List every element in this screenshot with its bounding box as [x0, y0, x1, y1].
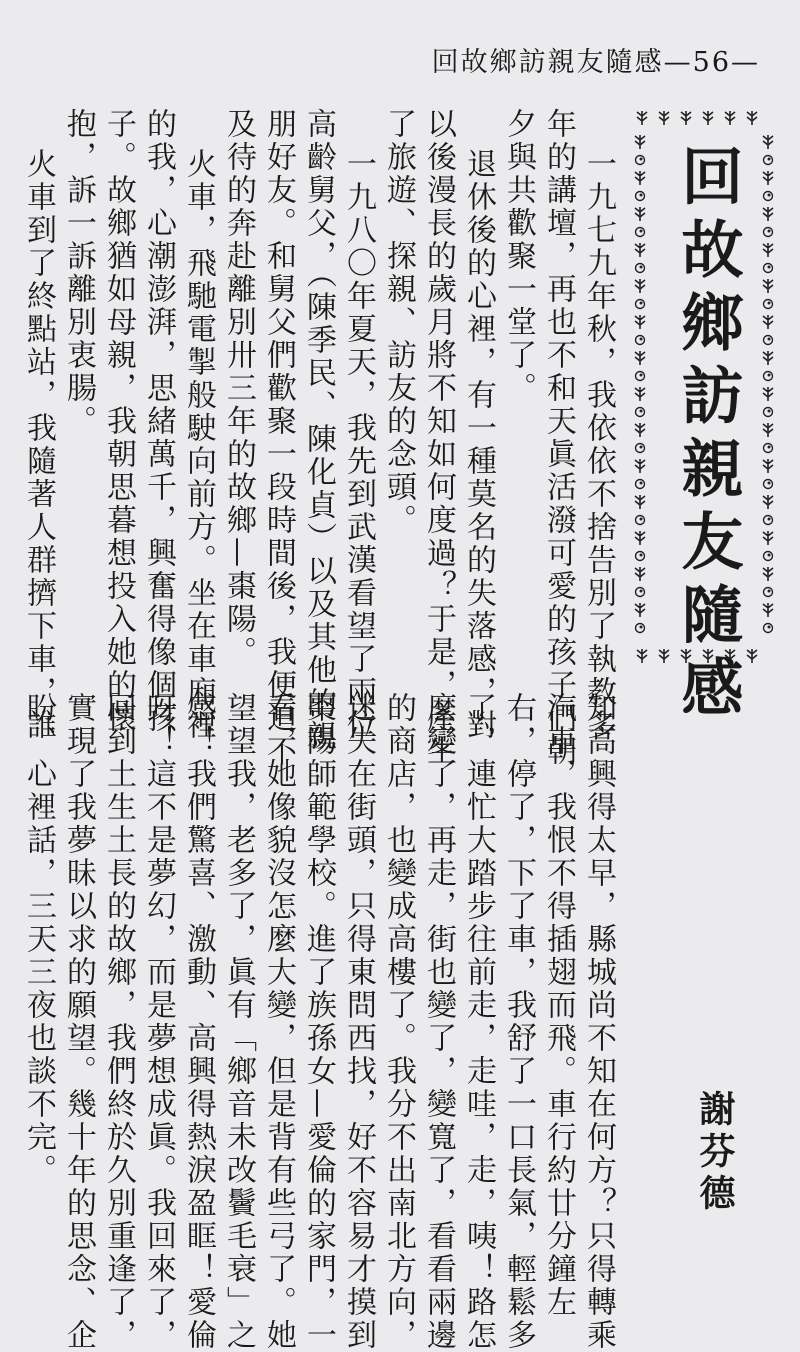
swirl-ornament-dot: [768, 158, 771, 161]
swirl-ornament-dot: [640, 158, 643, 161]
sprig-ornament: [635, 567, 645, 581]
lower-column-4: 了，連忙大踏步往前走，走哇，走，咦！路怎: [461, 692, 496, 1352]
swirl-ornament-dot: [640, 446, 643, 449]
sprig-ornament: [635, 171, 645, 185]
running-title: 回故鄉訪親友隨感: [431, 47, 664, 78]
sprig-ornament: [763, 423, 773, 437]
lower-column-10: 望望我，老多了，眞有「鄉音未改鬢毛衰」之: [221, 692, 256, 1352]
swirl-ornament-dot: [640, 338, 643, 341]
swirl-ornament-dot: [768, 626, 771, 629]
sprig-ornament: [635, 387, 645, 401]
lower-column-1: 知高興得太早，縣城尚不知在何方？只得轉乘: [581, 692, 616, 1352]
author-name: 謝芬德: [694, 1090, 736, 1216]
lower-column-11: 感！我們驚喜、激動、高興得熱淚盈眶！愛倫: [181, 692, 216, 1352]
swirl-ornament-dot: [768, 482, 771, 485]
upper-column-12: 的我，心潮澎湃，思緒萬千，興奮得像個孩: [141, 108, 176, 735]
sprig-ornament: [635, 243, 645, 257]
swirl-ornament-dot: [768, 554, 771, 557]
sprig-ornament: [763, 351, 773, 365]
sprig-ornament: [635, 531, 645, 545]
swirl-ornament-dot: [768, 374, 771, 377]
swirl-ornament-dot: [640, 230, 643, 233]
swirl-ornament-dot: [640, 194, 643, 197]
upper-column-3: 夕與共歡聚一堂了。: [501, 108, 536, 405]
lower-column-7: 迷失在街頭，只得東問西找，好不容易才摸到: [341, 692, 376, 1352]
lower-column-6: 的商店，也變成高樓了。我分不出南北方向，: [381, 692, 416, 1352]
sprig-ornament: [635, 315, 645, 329]
sprig-ornament: [635, 135, 645, 149]
sprig-ornament: [637, 649, 647, 663]
sprig-ornament: [635, 459, 645, 473]
lower-column-13: 回到土生土長的故鄉，我們終於久別重逢了，: [101, 692, 136, 1352]
swirl-ornament-dot: [768, 302, 771, 305]
lower-column-5: 麼變了，再走，街也變了，變寬了，看看兩邊: [421, 692, 456, 1352]
swirl-ornament-dot: [640, 266, 643, 269]
swirl-ornament-dot: [768, 194, 771, 197]
swirl-ornament-dot: [640, 410, 643, 413]
lower-column-9: 看，她像貌沒怎麼大變，但是背有些弓了。她: [261, 692, 296, 1352]
sprig-ornament: [725, 111, 735, 125]
lower-column-8: 棗陽師範學校。進了族孫女—愛倫的家門，一: [301, 692, 336, 1352]
sprig-ornament: [763, 171, 773, 185]
swirl-ornament-dot: [768, 338, 771, 341]
sprig-ornament: [763, 603, 773, 617]
swirl-ornament-dot: [768, 446, 771, 449]
upper-column-2: 年的講壇，再也不和天眞活潑可愛的孩子們朝: [541, 108, 576, 768]
sprig-ornament: [703, 111, 713, 125]
sprig-ornament: [659, 111, 669, 125]
sprig-ornament: [763, 279, 773, 293]
sprig-ornament: [763, 459, 773, 473]
sprig-ornament: [747, 649, 757, 663]
swirl-ornament-dot: [640, 518, 643, 521]
page-number: —56—: [663, 47, 760, 78]
sprig-ornament: [635, 603, 645, 617]
upper-column-4: 退休後的心裡，有一種莫名的失落感，對: [461, 148, 496, 742]
sprig-ornament: [681, 111, 691, 125]
lower-column-2: 汽車，我恨不得插翅而飛。車行約廿分鐘左: [541, 692, 576, 1319]
swirl-ornament-dot: [640, 482, 643, 485]
swirl-ornament-dot: [640, 302, 643, 305]
upper-column-11: 火車，飛馳電掣般駛向前方。坐在車廂裡: [181, 148, 216, 742]
sprig-ornament: [635, 351, 645, 365]
sprig-ornament: [635, 279, 645, 293]
swirl-ornament-dot: [640, 374, 643, 377]
swirl-ornament-dot: [768, 230, 771, 233]
upper-column-10: 及待的奔赴離別卅三年的故鄉—棗陽。: [221, 108, 256, 669]
sprig-ornament: [635, 423, 645, 437]
sprig-ornament: [763, 387, 773, 401]
upper-column-15: 火車到了終點站，我隨著人群擠下車，誰: [21, 148, 56, 742]
upper-column-1: 一九七九年秋，我依依不捨告別了執教多: [581, 148, 616, 742]
swirl-ornament-dot: [768, 518, 771, 521]
sprig-ornament: [763, 243, 773, 257]
lower-column-3: 右，停了，下了車，我舒了一口長氣，輕鬆多: [501, 692, 536, 1352]
sprig-ornament: [635, 207, 645, 221]
lower-column-14: 實現了我夢昧以求的願望。幾十年的思念、企: [61, 692, 96, 1352]
swirl-ornament-dot: [640, 626, 643, 629]
lower-column-12: 呀！這不是夢幻，而是夢想成眞。我回來了，: [141, 692, 176, 1352]
sprig-ornament: [763, 531, 773, 545]
running-header: [432, 40, 760, 79]
article-title: 回故鄉訪親友隨感: [671, 144, 744, 728]
sprig-ornament: [635, 495, 645, 509]
upper-column-7: 一九八〇年夏天，我先到武漢看望了兩位: [341, 148, 376, 742]
swirl-ornament-dot: [768, 590, 771, 593]
sprig-ornament: [763, 567, 773, 581]
sprig-ornament: [763, 495, 773, 509]
sprig-ornament: [659, 649, 669, 663]
upper-column-5: 以後漫長的歲月將不知如何度過？于是，產生: [421, 108, 456, 768]
sprig-ornament: [763, 207, 773, 221]
sprig-ornament: [763, 315, 773, 329]
upper-column-6: 了旅遊、探親、訪友的念頭。: [381, 108, 416, 537]
sprig-ornament: [763, 135, 773, 149]
swirl-ornament-dot: [768, 410, 771, 413]
swirl-ornament-dot: [640, 554, 643, 557]
upper-column-14: 抱，訴一訴離別衷腸。: [61, 108, 96, 438]
upper-column-9: 朋好友。和舅父們歡聚一段時間後，我便迫不: [261, 108, 296, 768]
upper-column-8: 高齡舅父，（陳季民、陳化貞）以及其他的親: [301, 108, 336, 753]
upper-column-13: 子。故鄉猶如母親，我朝思暮想投入她的懷: [101, 108, 136, 735]
lower-column-15: 盼、心裡話，三天三夜也談不完。: [21, 692, 56, 1187]
swirl-ornament-dot: [768, 266, 771, 269]
swirl-ornament-dot: [640, 590, 643, 593]
sprig-ornament: [747, 111, 757, 125]
sprig-ornament: [637, 111, 647, 125]
